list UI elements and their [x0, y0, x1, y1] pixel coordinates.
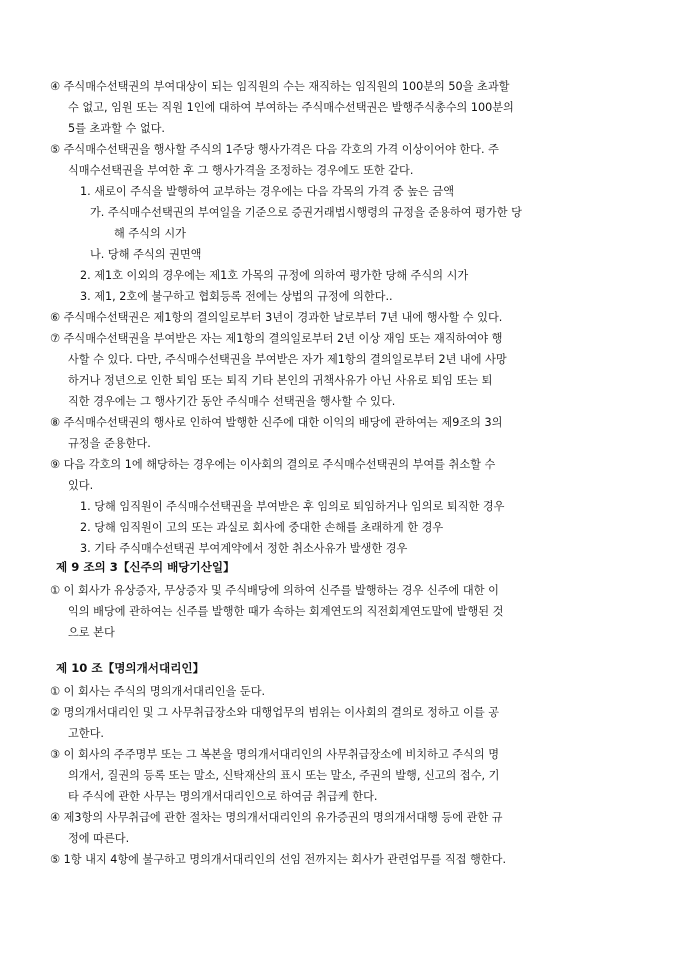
- clause-5: ⑤ 1항 내지 4항에 불구하고 명의개서대리인의 선임 전까지는 회사가 관련업무를 직접 행한다.: [50, 853, 506, 866]
- clause-line: ⑧ 주식매수선택권의 행사로 인하여 발행한 신주에 대한 이익의 배당에 관하여는 제9조의 3의: [50, 416, 503, 429]
- clause-line: 있다.: [68, 479, 94, 492]
- clause-8: [50, 412, 622, 454]
- clause-7: [50, 328, 622, 412]
- clause-6: ⑥ 주식매수선택권은 제1항의 결의일로부터 3년이 경과한 날로부터 7년 내에 행사할 수 있다.: [50, 311, 503, 324]
- clause-line: ③ 이 회사의 주주명부 또는 그 복본을 명의개서대리인의 사무취급장소에 비치하고 주식의 명: [50, 748, 500, 761]
- clause-line: 타 주식에 관한 사무는 명의개서대리인으로 하여금 취급케 한다.: [68, 790, 378, 803]
- clause-5-item-1-sub-ga: [90, 202, 622, 244]
- clause-5-item-1: 1. 새로이 주식을 발행하여 교부하는 경우에는 다음 각목의 가격 중 높은 금액: [80, 185, 455, 198]
- clause-line: 익의 배당에 관하여는 신주를 발행한 때가 속하는 회계연도의 직전회계연도말에 발행된 것: [68, 605, 504, 618]
- clause-3: [50, 744, 622, 807]
- clause-line: ⑤ 주식매수선택권을 행사할 주식의 1주당 행사가격은 다음 각호의 가격 이상이어야 한다. 주: [50, 143, 499, 156]
- clause-line: 직한 경우에는 그 행사기간 동안 주식매수 선택권을 행사할 수 있다.: [68, 395, 396, 408]
- clause-line: 식매수선택권을 부여한 후 그 행사가격을 조정하는 경우에도 또한 같다.: [68, 164, 414, 177]
- clause-line: ④ 제3항의 사무취급에 관한 절차는 명의개서대리인의 유가증권의 명의개서대행 등에 관한 규: [50, 811, 503, 824]
- clause-1: ① 이 회사는 주식의 명의개서대리인을 둔다.: [50, 685, 266, 698]
- clause-5-item-1-sub-na: 나. 당해 주식의 권면액: [90, 248, 202, 261]
- clause-5: [50, 139, 622, 181]
- clause-line: 수 없고, 임원 또는 직원 1인에 대하여 부여하는 주식매수선택권은 발행주식총수의 100분의: [68, 101, 514, 114]
- clause-9-item-1: 1. 당해 임직원이 주식매수선택권을 부여받은 후 임의로 퇴임하거나 임의로 퇴직한 경우: [80, 500, 505, 513]
- clause-line: 고한다.: [68, 727, 104, 740]
- clause-line: 하거나 정년으로 인한 퇴임 또는 퇴직 기타 본인의 귀책사유가 아닌 사유로 퇴임 또는 퇴: [68, 374, 493, 387]
- clause-line: 규정을 준용한다.: [68, 437, 151, 450]
- clause-line: 가. 주식매수선택권의 부여일을 기준으로 증권거래법시행령의 규정을 준용하여 평가한 당: [90, 206, 522, 219]
- clause-line: ② 명의개서대리인 및 그 사무취급장소와 대행업무의 범위는 이사회의 결의로 정하고 이를 공: [50, 706, 500, 719]
- clause-9-item-2: 2. 당해 임직원이 고의 또는 과실로 회사에 중대한 손해를 초래하게 한 경우: [80, 521, 444, 534]
- clause-5-item-2: 2. 제1호 이외의 경우에는 제1호 가목의 규정에 의하여 평가한 당해 주식의 시가: [80, 269, 469, 282]
- clause-line: 으로 본다: [68, 626, 115, 639]
- clause-line: 5를 초과할 수 없다.: [68, 122, 165, 135]
- clause-line: 의개서, 질권의 등록 또는 말소, 신탁재산의 표시 또는 말소, 주권의 발행, 신고의 접수, 기: [68, 769, 500, 782]
- clause-line: 정에 따른다.: [68, 832, 130, 845]
- article-9-2-continuation: [0, 76, 680, 559]
- clause-9-item-3: 3. 기타 주식매수선택권 부여계약에서 정한 취소사유가 발생한 경우: [80, 542, 408, 555]
- clause-4: [50, 807, 622, 849]
- clause-4: [50, 76, 622, 139]
- clause-line: 해 주식의 시가: [114, 227, 186, 240]
- clause-5-item-3: 3. 제1, 2호에 불구하고 협회등록 전에는 상법의 규정에 의한다..: [80, 290, 393, 303]
- clause-2: [50, 702, 622, 744]
- article-9-3-heading: 제 9 조의 3【신주의 배당기산일】: [56, 560, 235, 574]
- clause-line: ⑦ 주식매수선택권을 부여받은 자는 제1항의 결의일로부터 2년 이상 재임 또는 재직하여야 행: [50, 332, 503, 345]
- clause-line: 사할 수 있다. 다만, 주식매수선택권을 부여받은 자가 제1항의 결의일로부터 2년 내에 사망: [68, 353, 507, 366]
- article-10-body: [0, 681, 680, 870]
- clause-line: ⑨ 다음 각호의 1에 해당하는 경우에는 이사회의 결의로 주식매수선택권의 부여를 취소할 수: [50, 458, 496, 471]
- clause-line: ① 이 회사가 유상증자, 무상증자 및 주식배당에 의하여 신주를 발행하는 경우 신주에 대한 이: [50, 584, 499, 597]
- article-10-heading: 제 10 조【명의개서대리인】: [56, 661, 205, 675]
- article-9-3-body: [0, 580, 680, 643]
- clause-1: [50, 580, 622, 643]
- clause-line: ④ 주식매수선택권의 부여대상이 되는 임직원의 수는 재직하는 임직원의 100분의 50을 초과할: [50, 80, 510, 93]
- clause-9: [50, 454, 622, 496]
